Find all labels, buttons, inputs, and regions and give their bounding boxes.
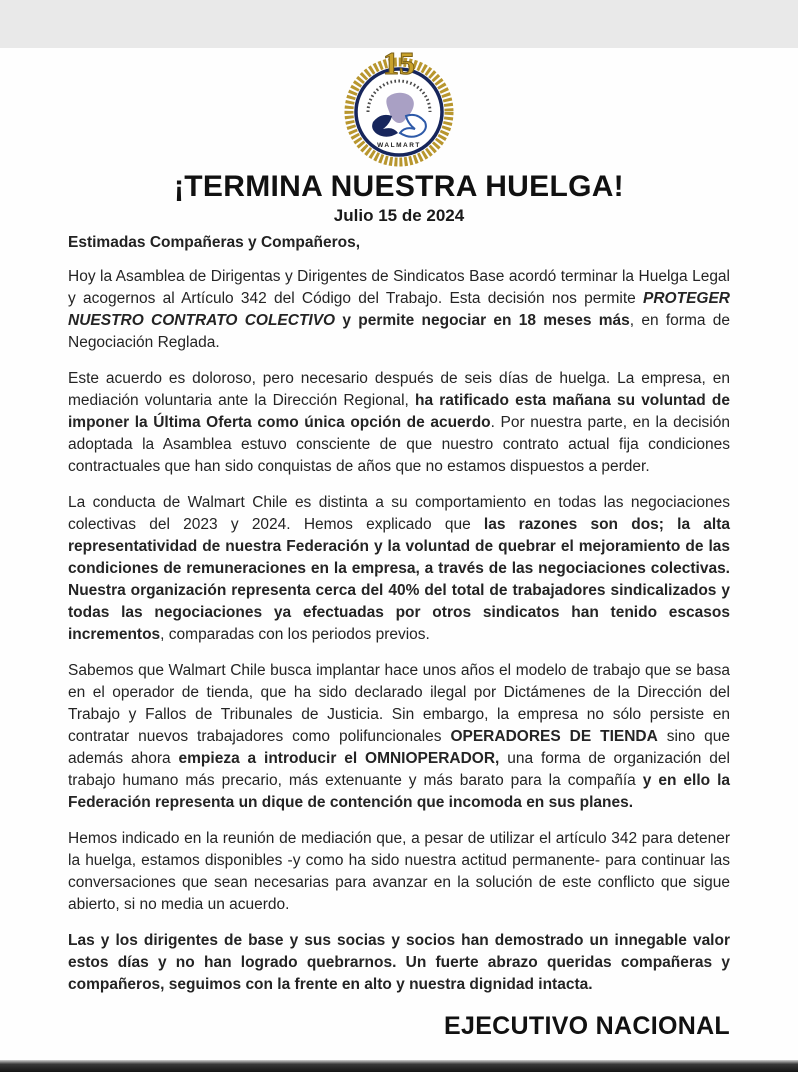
letter-title: ¡TERMINA NUESTRA HUELGA! xyxy=(174,170,624,203)
text-run: una forma de organización del trabajo humano más precario, más extenuante y más barato para la compañía xyxy=(68,750,730,789)
scan-bottom-edge xyxy=(0,1060,798,1072)
text-run: Hemos indicado en la reunión de mediación que, a pesar de utilizar el artículo 342 para detener la huelga, estamos disponibles -y como ha sido nuestra actitud permanente- para continuar las conversaciones que sean necesarias para avanzar en la solución de este conflicto que sigue abierto, si no media un acuerdo. xyxy=(68,830,730,913)
letter-date: Julio 15 de 2024 xyxy=(333,206,465,225)
text-run: Sabemos que Walmart Chile busca implantar hace unos años el modelo de trabajo que se basa en el operador de tienda, que ha sido declarado ilegal por Dictámenes de la Dirección del Trabajo y Fallos de Tribunales de Justicia. Sin embargo, la empresa no sólo persiste en contratar nuevos trabajadores como polifuncionales xyxy=(68,662,730,745)
text-run: y permite negociar en 18 meses más xyxy=(335,312,630,329)
paragraph xyxy=(68,660,730,814)
paragraph xyxy=(68,492,730,646)
text-run: sino que además ahora xyxy=(68,728,730,767)
text-run: Este acuerdo es doloroso, pero necesario después de seis días de huelga. La empresa, en mediación voluntaria ante la Dirección Regional, xyxy=(68,370,730,409)
text-run: y en ello la Federación representa un dique de contención que incomoda en sus planes. xyxy=(68,772,730,811)
text-run: PROTEGER NUESTRO CONTRATO COLECTIVO xyxy=(68,290,730,329)
federation-emblem-icon xyxy=(337,45,461,166)
text-run: OPERADORES DE TIENDA xyxy=(450,728,658,745)
letter-paragraphs xyxy=(68,266,730,996)
text-run: La conducta de Walmart Chile es distinta a su comportamiento en todas las negociaciones colectivas del 2023 y 2024. Hemos explicado que xyxy=(68,494,730,533)
salutation: Estimadas Compañeras y Compañeros, xyxy=(68,234,361,251)
text-run: , en forma de Negociación Reglada. xyxy=(68,312,730,351)
text-run: empieza a introducir el OMNIOPERADOR, xyxy=(178,750,500,767)
letter-content xyxy=(68,234,730,996)
anniversary-15-badge: 15 xyxy=(383,45,415,81)
text-run: . Por nuestra parte, en la decisión adoptada la Asamblea estuvo consciente de que nuestro contrato actual fija condiciones contractuales que han sido conquistas de años que no estamos dispuestos a perder. xyxy=(68,414,730,475)
paragraph xyxy=(68,368,730,478)
signature: EJECUTIVO NACIONAL xyxy=(444,1012,730,1040)
walmart-label: WALMART xyxy=(377,142,421,149)
text-run: , comparadas con los periodos previos. xyxy=(160,626,430,643)
text-run: ha ratificado esta mañana su voluntad de imponer la Última Oferta como única opción de acuerdo xyxy=(68,392,730,431)
text-run: Las y los dirigentes de base y sus socias y socios han demostrado un innegable valor estos días y no han logrado quebrarnos. Un fuerte abrazo queridas compañeras y compañeros, seguimos con la frente en alto y nuestra dignidad intacta. xyxy=(68,932,730,993)
federation-logo xyxy=(337,45,461,166)
paragraph xyxy=(68,828,730,916)
paragraph xyxy=(68,266,730,354)
text-run: Hoy la Asamblea de Dirigentas y Dirigentes de Sindicatos Base acordó terminar la Huelga Legal y acogernos al Artículo 342 del Código del Trabajo. Esta decisión nos permite xyxy=(68,268,730,307)
text-run: las razones son dos; la alta representatividad de nuestra Federación y la voluntad de quebrar el mejoramiento de las condiciones de remuneraciones en la empresa, a través de las negociaciones colectivas. Nuestra organización representa cerca del 40% del total de trabajadores sindicalizados y todas las negociaciones ya efectuadas por otros sindicatos han tenido escasos incrementos xyxy=(68,516,730,643)
letter-page xyxy=(0,45,798,1072)
paragraph xyxy=(68,930,730,996)
